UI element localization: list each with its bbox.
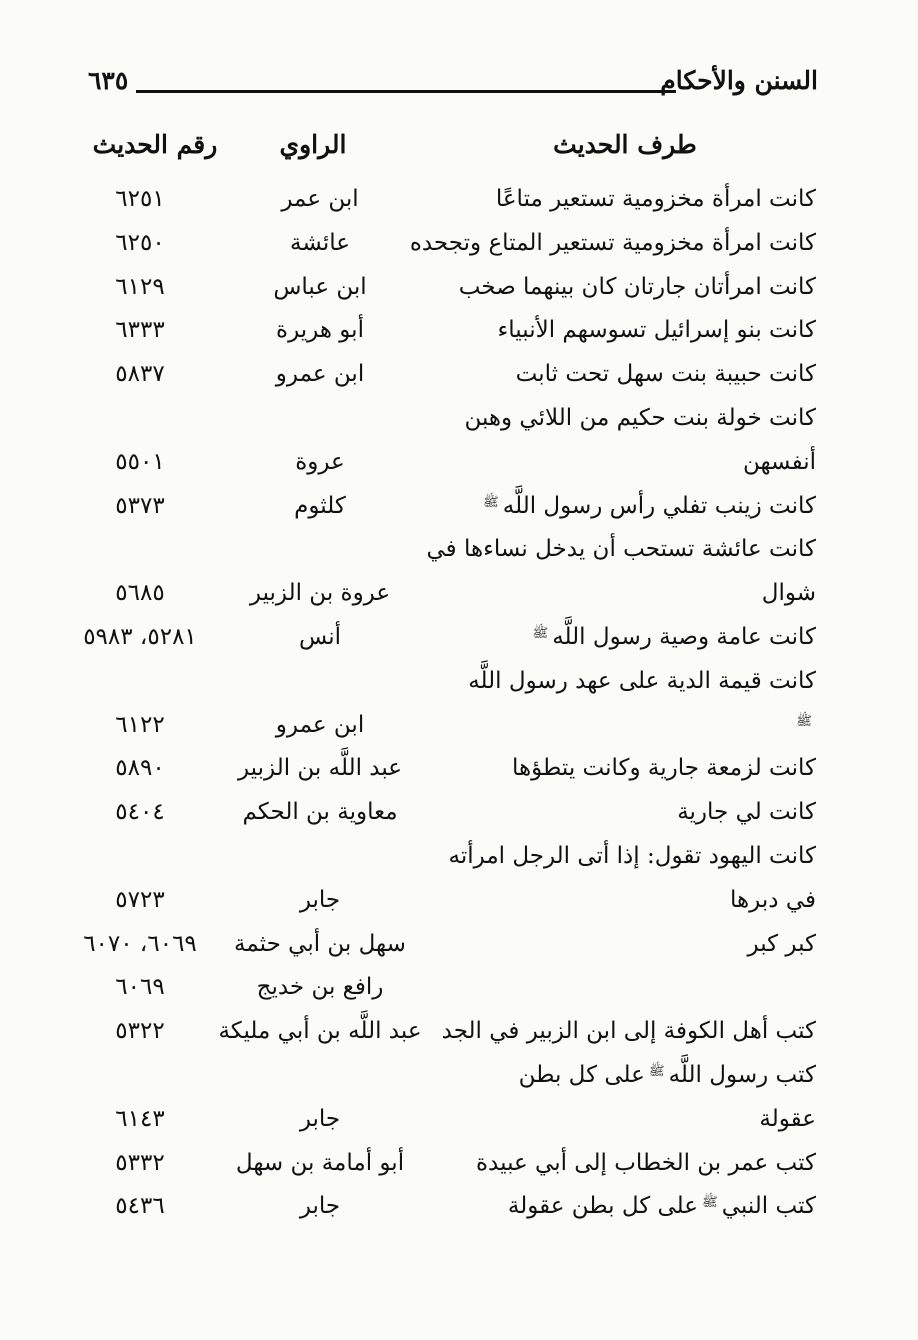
salutation-mark: ﷺ	[648, 1064, 665, 1079]
narrator: ابن عمرو	[275, 711, 365, 738]
hadith-incipit	[416, 1054, 816, 1097]
hadith-incipit	[416, 747, 816, 790]
column-heading-number: رقم الحديث	[92, 130, 218, 159]
table-row	[0, 1054, 918, 1097]
hadith-text: كانت امرأتان جارتان كان بينهما صخب	[458, 273, 816, 300]
hadith-incipit	[416, 1185, 816, 1228]
hadith-number: ٥٤٣٦	[115, 1193, 165, 1220]
narrator: عبد اللَّه بن أبي مليكة	[218, 1018, 422, 1045]
salutation-mark: ﷺ	[796, 713, 812, 729]
salutation-mark: ﷺ	[702, 1195, 718, 1211]
hadith-text: كتب عمر بن الخطاب إلى أبي عبيدة	[476, 1149, 816, 1176]
hadith-number: ٥٨٣٧	[115, 361, 165, 388]
hadith-number: ٥٣٧٣	[115, 492, 165, 519]
hadith-number: ٦١٤٣	[115, 1105, 165, 1132]
hadith-incipit	[416, 835, 816, 878]
hadith-text-continued: على كل بطن	[518, 1062, 645, 1088]
table-row	[0, 879, 918, 922]
table-row	[0, 528, 918, 571]
header-rule	[136, 90, 676, 93]
hadith-incipit	[416, 616, 816, 659]
hadith-incipit	[416, 1142, 816, 1185]
narrator: معاوية بن الحكم	[242, 799, 398, 826]
table-row	[0, 1010, 918, 1053]
hadith-number: ٦٢٥٠	[115, 229, 165, 256]
hadith-incipit	[416, 923, 816, 966]
hadith-incipit	[416, 397, 816, 440]
hadith-text: كانت زينب تفلي رأس رسول اللَّه	[502, 492, 816, 519]
hadith-incipit	[416, 485, 816, 528]
salutation-mark: ﷺ	[483, 494, 499, 510]
narrator: رافع بن خديج	[256, 974, 384, 1001]
hadith-incipit	[416, 1098, 816, 1141]
table-row	[0, 923, 918, 966]
table-row	[0, 178, 918, 221]
hadith-incipit	[416, 1010, 816, 1053]
hadith-incipit	[416, 660, 816, 703]
narrator: عروة بن الزبير	[249, 580, 391, 607]
narrator: جابر	[299, 1105, 341, 1132]
table-row	[0, 704, 918, 747]
hadith-number: ٦٢٥١	[115, 186, 165, 212]
narrator: عائشة	[290, 229, 350, 256]
table-row	[0, 835, 918, 878]
table-row	[0, 791, 918, 834]
table-row	[0, 441, 918, 484]
hadith-number: ٥٥٠١	[115, 448, 165, 475]
hadith-number: ٦٠٦٩	[115, 974, 165, 1001]
running-title: السنن والأحكام	[660, 66, 818, 95]
hadith-number: ٥٣٣٢	[115, 1149, 165, 1176]
hadith-text-continued: على كل بطن عقولة	[507, 1193, 699, 1220]
hadith-number: ٦٠٦٩، ٦٠٧٠	[83, 930, 197, 957]
hadith-incipit	[416, 572, 816, 615]
table-row	[0, 309, 918, 352]
hadith-text: كانت عائشة تستحب أن يدخل نساءها في	[426, 536, 816, 563]
narrator: جابر	[299, 886, 341, 913]
table-row	[0, 1142, 918, 1185]
hadith-text: أنفسهن	[742, 448, 816, 475]
table-row	[0, 266, 918, 309]
table-row	[0, 485, 918, 528]
column-heading-hadith: طرف الحديث	[553, 130, 697, 159]
page-number: ٦٣٥	[88, 66, 129, 95]
table-row	[0, 966, 918, 1009]
hadith-incipit	[416, 353, 816, 396]
table-row	[0, 353, 918, 396]
narrator: ابن عباس	[273, 273, 367, 300]
hadith-incipit	[416, 791, 816, 834]
hadith-text: كانت امرأة مخزومية تستعير المتاع وتجحده	[409, 229, 816, 256]
narrator: عبد اللَّه بن الزبير	[237, 755, 403, 782]
hadith-incipit	[416, 266, 816, 309]
table-row	[0, 747, 918, 790]
salutation-mark: ﷺ	[532, 626, 549, 641]
hadith-number: ٦١٢٩	[115, 273, 165, 300]
hadith-incipit	[416, 704, 816, 747]
hadith-text: شوال	[761, 580, 816, 607]
hadith-text: في دبرها	[730, 886, 816, 913]
table-row	[0, 616, 918, 659]
hadith-text: كانت لزمعة جارية وكانت يتطؤها	[512, 755, 816, 782]
table-row	[0, 397, 918, 440]
narrator: عروة	[295, 448, 345, 475]
narrator: ابن عمرو	[275, 361, 365, 388]
hadith-text: كتب رسول اللَّه	[668, 1062, 816, 1088]
hadith-number: ٥٧٢٣	[115, 886, 165, 913]
table-row	[0, 1098, 918, 1141]
hadith-incipit	[416, 178, 816, 221]
hadith-text: كتب أهل الكوفة إلى ابن الزبير في الجد	[441, 1018, 816, 1045]
narrator: ابن عمر	[281, 186, 359, 212]
narrator: كلثوم	[294, 492, 346, 519]
hadith-number: ٥٦٨٥	[115, 580, 165, 607]
table-row	[0, 1185, 918, 1228]
narrator: جابر	[299, 1193, 341, 1220]
narrator: سهل بن أبي حثمة	[234, 930, 406, 957]
hadith-number: ٥٨٩٠	[115, 755, 165, 782]
table-row	[0, 572, 918, 615]
hadith-text: عقولة	[759, 1105, 816, 1132]
hadith-number: ٦٣٣٣	[115, 317, 165, 344]
hadith-text: كتب النبي	[721, 1193, 816, 1220]
hadith-number: ٥٢٨١، ٥٩٨٣	[83, 624, 197, 650]
hadith-text: كانت حبيبة بنت سهل تحت ثابت	[515, 361, 816, 388]
hadith-text: كانت خولة بنت حكيم من اللائي وهبن	[464, 405, 816, 431]
hadith-number: ٥٣٢٢	[115, 1018, 165, 1045]
hadith-text: كبر كبر	[747, 930, 816, 957]
hadith-text: كانت عامة وصية رسول اللَّه	[552, 624, 816, 650]
column-heading-narrator: الراوي	[279, 130, 347, 159]
hadith-text: كانت قيمة الدية على عهد رسول اللَّه	[468, 667, 816, 694]
hadith-text: كانت امرأة مخزومية تستعير متاعًا	[495, 186, 816, 212]
hadith-number: ٥٤٠٤	[115, 799, 165, 826]
hadith-text: كانت لي جارية	[677, 799, 816, 826]
narrator: أنس	[298, 624, 342, 650]
hadith-incipit	[416, 879, 816, 922]
hadith-text: كانت بنو إسرائيل تسوسهم الأنبياء	[497, 317, 816, 344]
hadith-number: ٦١٢٢	[115, 711, 165, 738]
hadith-text: كانت اليهود تقول: إذا أتى الرجل امرأته	[448, 843, 816, 869]
hadith-incipit	[409, 222, 816, 265]
table-row	[0, 222, 918, 265]
hadith-incipit	[416, 528, 816, 571]
narrator: أبو هريرة	[276, 317, 364, 344]
hadith-incipit	[416, 441, 816, 484]
narrator: أبو أمامة بن سهل	[235, 1149, 405, 1176]
hadith-incipit	[416, 309, 816, 352]
table-row	[0, 660, 918, 703]
